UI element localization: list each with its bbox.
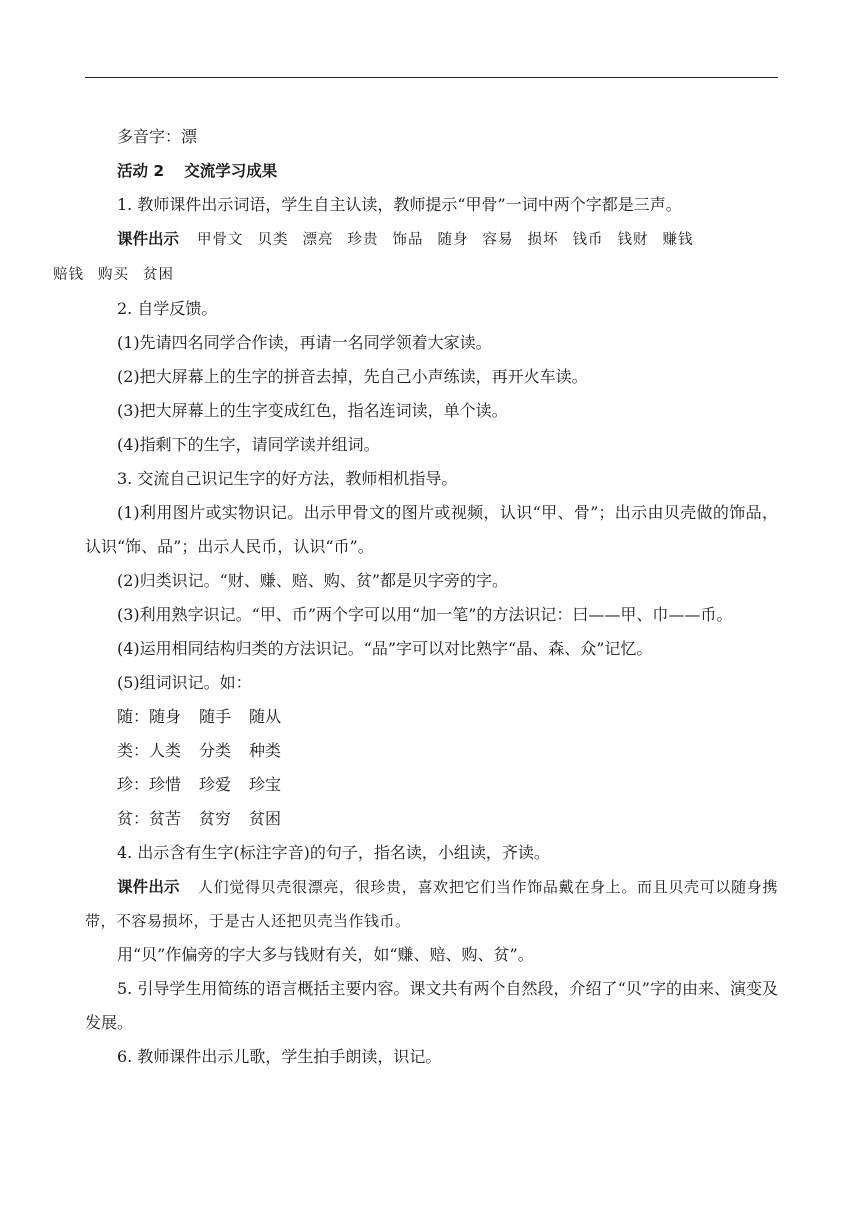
step-2: 2. 自学反馈。 (117, 299, 218, 318)
document-body (53, 120, 778, 1074)
word-item: 容易 (482, 232, 514, 248)
step-2-2: (2)把大屏幕上的生字的拼音去掉，先自己小声练读，再开火车读。 (117, 367, 588, 386)
courseware-sentence (85, 870, 778, 938)
word-group-item: 贫穷 (199, 809, 232, 828)
word-item: 随身 (437, 232, 469, 248)
word-item: 甲骨文 (197, 232, 244, 248)
word-group-item: 随手 (199, 707, 232, 726)
word-item: 赚钱 (662, 232, 694, 248)
step-3-1: (1)利用图片或实物识记。出示甲骨文的图片或视频，认识“甲、骨”；出示由贝壳做的饰品，认识“饰、品”；出示人民币，认识“币”。 (85, 503, 778, 556)
word-group-head: 随： (117, 707, 150, 726)
step-6: 6. 教师课件出示儿歌，学生拍手朗读，识记。 (117, 1047, 442, 1066)
word-group (85, 768, 778, 802)
word-group (85, 802, 778, 836)
step-3-2: (2)归类识记。“财、赚、赔、购、贫”都是贝字旁的字。 (117, 571, 509, 590)
step-3-5: (5)组词识记。如： (117, 673, 252, 692)
step-3-4: (4)运用相同结构归类的方法识记。“品”字可以对比熟字“晶、森、众”记忆。 (117, 639, 653, 658)
word-group-item: 种类 (249, 741, 282, 760)
word-group (85, 700, 778, 734)
word-item: 购买 (98, 267, 129, 283)
word-group-item: 人类 (149, 741, 182, 760)
word-group-head: 类： (117, 741, 150, 760)
word-item: 贝类 (257, 232, 289, 248)
courseware-text: 人们觉得贝壳很漂亮，很珍贵，喜欢把它们当作饰品戴在身上。而且贝壳可以随身携带，不容易损坏，于是古人还把贝壳当作钱币。 (85, 878, 778, 930)
word-item: 损坏 (527, 232, 559, 248)
word-item: 珍贵 (347, 232, 379, 248)
step-3-3: (3)利用熟字识记。“甲、币”两个字可以用“加一笔”的方法识记：曰——甲、巾——币。 (117, 605, 733, 624)
step-2-1: (1)先请四名同学合作读，再请一名同学领着大家读。 (117, 333, 492, 352)
word-item: 赔钱 (53, 267, 84, 283)
word-item: 漂亮 (302, 232, 334, 248)
courseware-words (53, 222, 778, 292)
activity-title: 交流学习成果 (184, 162, 278, 180)
word-group-item: 珍宝 (249, 775, 282, 794)
word-group-item: 分类 (199, 741, 232, 760)
word-group-item: 贫苦 (149, 809, 182, 828)
step-4: 4. 出示含有生字(标注字音)的句子，指名读，小组读，齐读。 (117, 843, 550, 862)
step-1: 1. 教师课件出示词语，学生自主认读，教师提示“甲骨”一词中两个字都是三声。 (117, 195, 682, 214)
courseware-label: 课件出示 (117, 878, 180, 896)
activity-heading (85, 154, 778, 188)
activity-label: 活动 2 (117, 162, 165, 180)
word-item: 钱币 (572, 232, 604, 248)
word-group-item: 珍爱 (199, 775, 232, 794)
step-3: 3. 交流自己识记生字的好方法，教师相机指导。 (117, 469, 458, 488)
word-group-head: 珍： (117, 775, 150, 794)
word-item: 饰品 (392, 232, 424, 248)
word-group-item: 珍惜 (149, 775, 182, 794)
header-rule (85, 77, 778, 78)
word-group-item: 随从 (249, 707, 282, 726)
word-group-item: 贫困 (249, 809, 282, 828)
polyphone-line: 多音字：漂 (117, 127, 198, 146)
radical-note: 用“贝”作偏旁的字大多与钱财有关，如“赚、赔、购、贫”。 (117, 945, 534, 964)
word-item: 贫困 (143, 267, 174, 283)
word-group (85, 734, 778, 768)
courseware-label: 课件出示 (117, 230, 180, 248)
step-5: 5. 引导学生用简练的语言概括主要内容。课文共有两个自然段，介绍了“贝”字的由来、演变及发展。 (85, 979, 778, 1032)
step-2-3: (3)把大屏幕上的生字变成红色，指名连词读，单个读。 (117, 401, 508, 420)
word-item: 钱财 (617, 232, 649, 248)
word-group-item: 随身 (149, 707, 182, 726)
word-group-head: 贫： (117, 809, 150, 828)
step-2-4: (4)指剩下的生字，请同学读并组词。 (117, 435, 380, 454)
